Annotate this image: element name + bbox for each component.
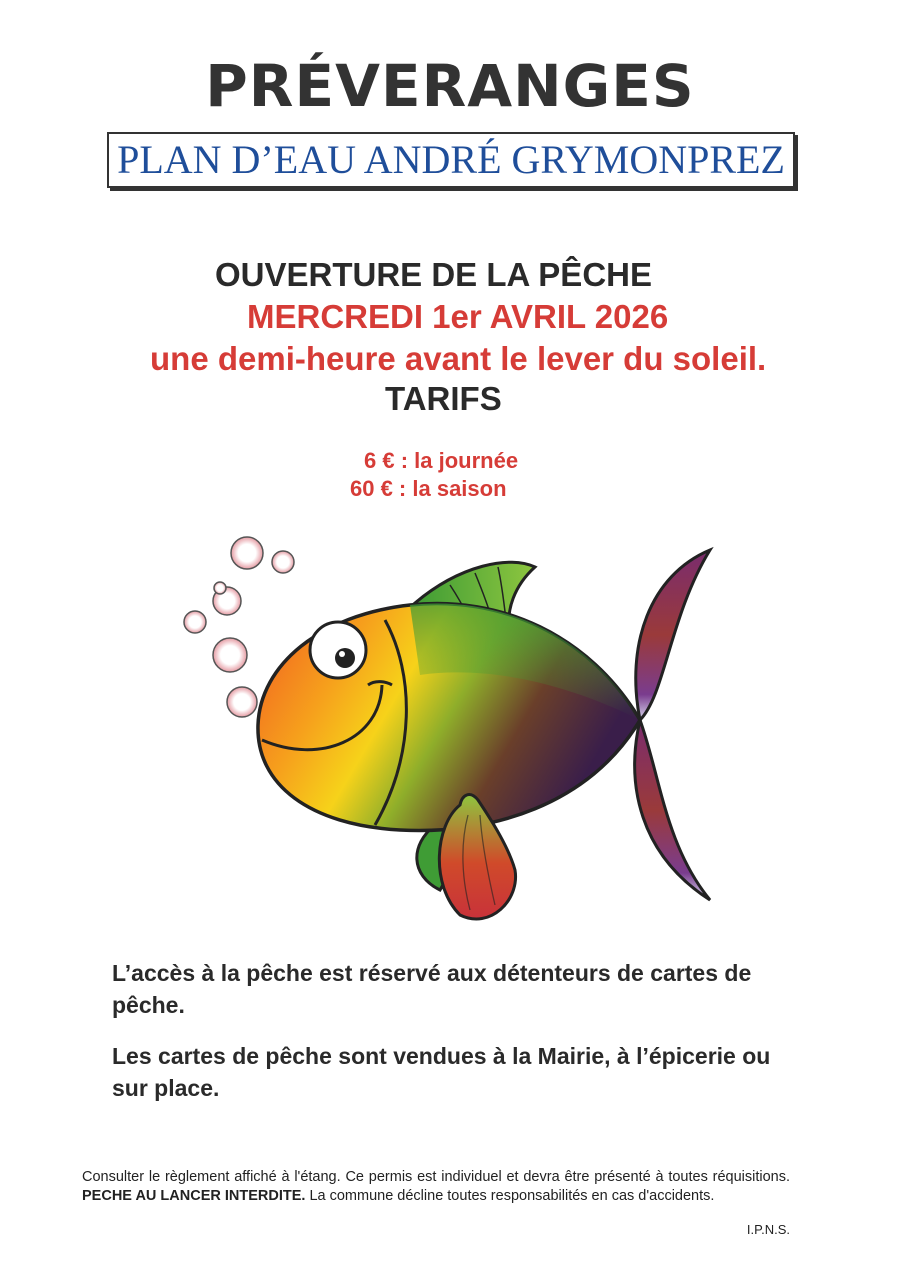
opening-title: OUVERTURE DE LA PÊCHE	[215, 256, 652, 293]
lake-name: PLAN D’EAU ANDRÉ GRYMONPREZ	[117, 137, 785, 182]
rules-text-1: Consulter le règlement affiché à l'étang. Ce permis est individuel et devra être présenté à toutes réquisitions.	[82, 1169, 790, 1185]
sale-note: Les cartes de pêche sont vendues à la Mairie, à l’épicerie ou sur place.	[112, 1043, 771, 1101]
fish-icon	[170, 525, 730, 935]
opening-time: une demi-heure avant le lever du soleil.	[150, 340, 767, 377]
price-day: 6 € : la journée	[364, 448, 519, 473]
access-note: L’accès à la pêche est réservé aux détenteurs de cartes de pêche.	[112, 960, 752, 1018]
opening-date: MERCREDI 1er AVRIL 2026	[247, 298, 669, 335]
rules-casting-ban: PECHE AU LANCER INTERDITE.	[82, 1188, 306, 1204]
rules-text-2: La commune décline toutes responsabilités en cas d'accidents.	[309, 1188, 715, 1204]
price-season: 60 € : la saison	[350, 476, 507, 501]
fish-illustration	[170, 525, 730, 935]
rules-note	[82, 1168, 790, 1206]
lake-name-box	[107, 132, 795, 188]
ipns-mark: I.P.N.S.	[746, 1222, 790, 1237]
tariffs-title: TARIFS	[385, 380, 502, 417]
town-title: PRÉVERANGES	[205, 52, 695, 120]
